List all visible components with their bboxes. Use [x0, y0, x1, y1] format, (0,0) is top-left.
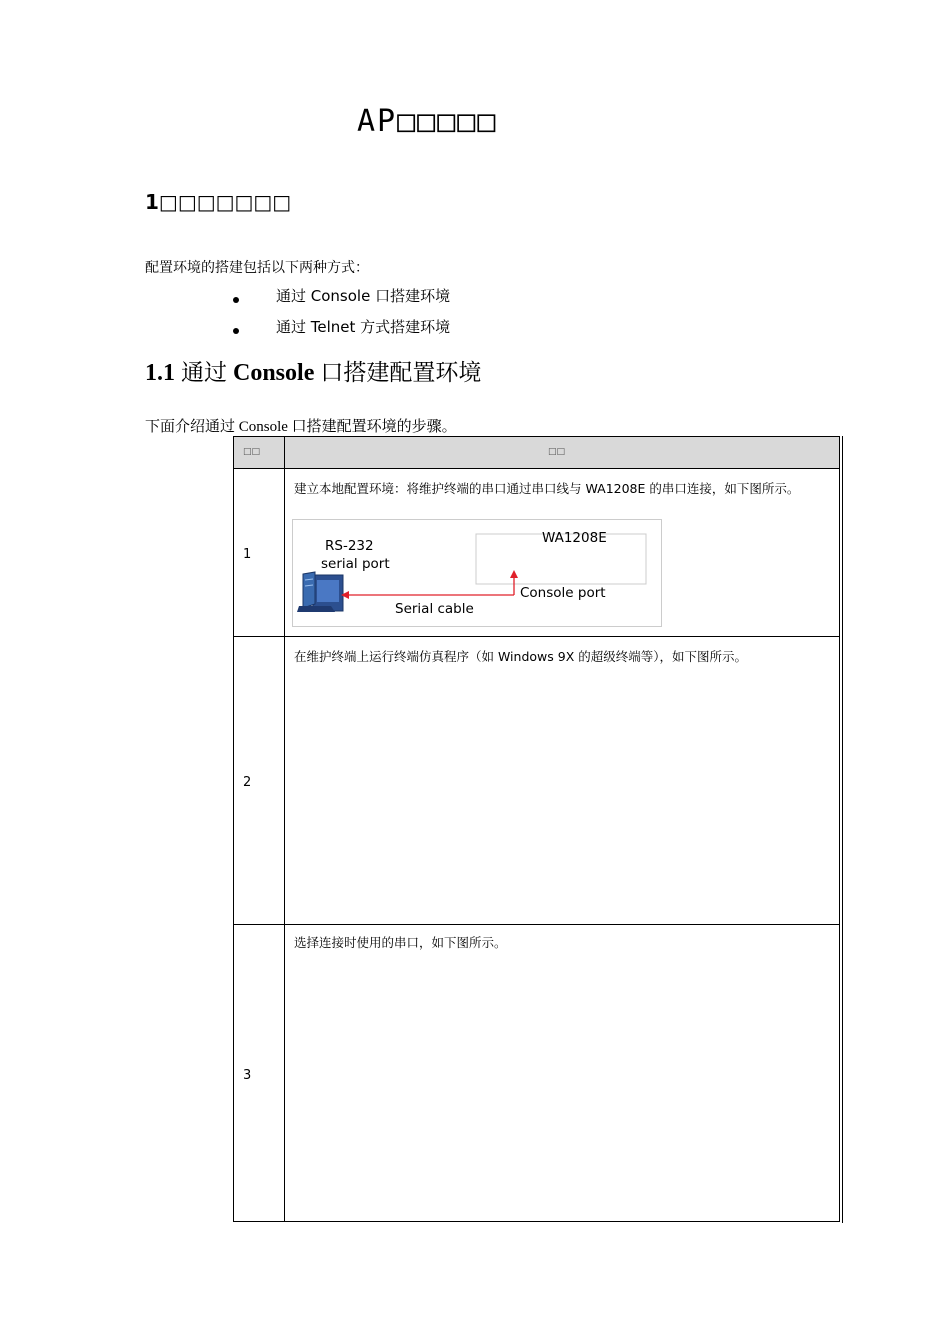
section-text-pre: 通过 — [181, 360, 227, 386]
section-heading-1-1 — [145, 354, 481, 387]
device-label: WA1208E — [542, 530, 607, 546]
step-content-cell — [285, 637, 839, 924]
step-number: 1 — [243, 547, 252, 562]
step-number: 2 — [243, 775, 252, 790]
computer-icon — [297, 572, 343, 612]
step-number-cell — [234, 637, 285, 924]
pc-port-label-line1: RS-232 — [325, 538, 374, 554]
table-header-row — [234, 437, 839, 469]
step-number: 3 — [243, 1068, 252, 1083]
section-text-en: Console — [233, 360, 315, 386]
section-number: 1.1 — [145, 360, 175, 386]
bullet-dot — [233, 328, 239, 334]
step-number-cell — [234, 925, 285, 1221]
diagram-graphic — [293, 520, 663, 628]
step-text: 建立本地配置环境：将维护终端的串口通过串口线与 WA1208E 的串口连接，如下图所示。 — [294, 481, 800, 496]
step-content-cell — [285, 469, 839, 636]
steps-table — [233, 436, 840, 1222]
pc-port-label-line2: serial port — [321, 556, 390, 572]
intro-paragraph: 配置环境的搭建包括以下两种方式： — [145, 260, 369, 276]
bullet-item-console: 通过 Console 口搭建环境 — [276, 287, 451, 305]
header-cell-step — [234, 437, 285, 468]
table-row — [234, 637, 839, 925]
page-title: AP□□□□□ — [357, 104, 498, 139]
bullet-item-telnet: 通过 Telnet 方式搭建环境 — [276, 318, 451, 336]
table-row — [234, 925, 839, 1221]
connection-diagram — [292, 519, 662, 627]
header-cell-operation — [285, 437, 839, 468]
step-text: 在维护终端上运行终端仿真程序（如 Windows 9X 的超级终端等），如下图所示。 — [294, 649, 747, 664]
step-text: 选择连接时使用的串口，如下图所示。 — [294, 935, 507, 950]
step-number-cell — [234, 469, 285, 636]
serial-cable-label: Serial cable — [395, 601, 474, 617]
section-heading-1: 1□□□□□□□ — [145, 190, 292, 214]
step-content-cell — [285, 925, 839, 1221]
table-row — [234, 469, 839, 637]
bullet-dot — [233, 297, 239, 303]
console-port-label: Console port — [520, 585, 606, 601]
steps-intro: 下面介绍通过 Console 口搭建配置环境的步骤。 — [145, 419, 457, 435]
section-text-post: 口搭建配置环境 — [320, 360, 482, 386]
header-step-label: □□ — [243, 447, 261, 457]
header-operation-label: □□ — [548, 447, 566, 457]
